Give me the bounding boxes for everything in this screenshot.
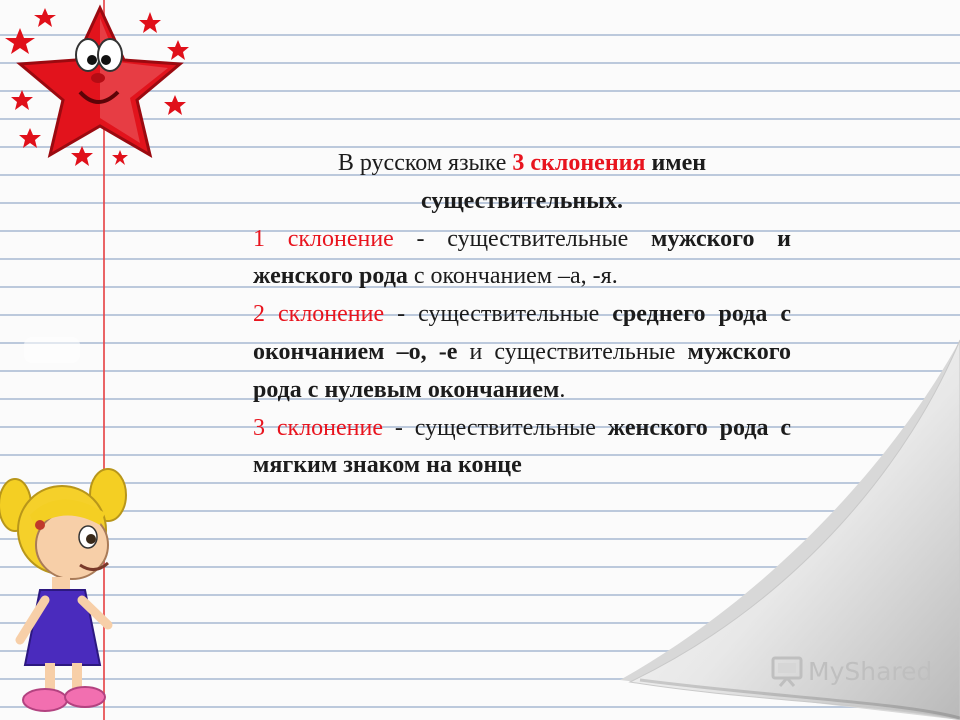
myshared-logo — [770, 654, 932, 688]
intro-text-3: имен существительных. — [421, 150, 707, 214]
declension-3-paragraph — [253, 410, 791, 486]
declension-text-block — [253, 145, 791, 485]
declension-1-ending: с окончанием –а, -я. — [407, 263, 618, 290]
star-mascot-icon — [0, 0, 210, 175]
declension-2-period: . — [559, 376, 566, 403]
declension-3-number: 3 — [253, 414, 277, 441]
myshared-logo-text: MyShared — [808, 656, 933, 686]
declension-2-number: 2 — [253, 301, 279, 328]
declension-2-word: склонение — [278, 301, 385, 328]
declension-2-neuter: среднего рода с окончанием –о, -е — [253, 301, 791, 365]
declension-1-word: склонение — [287, 225, 394, 252]
declension-2-paragraph — [253, 296, 791, 409]
declension-3-word: склонение — [276, 414, 384, 441]
intro-text-1: В русском языке — [337, 150, 513, 176]
intro-paragraph — [253, 145, 791, 221]
projector-logo-icon — [770, 654, 804, 688]
declension-1-gender: мужского и женского рода — [253, 225, 791, 290]
girl-character-icon — [0, 465, 130, 720]
intro-highlight: 3 склонения — [512, 150, 646, 176]
declension-1-text-1: - существительные — [393, 225, 651, 252]
declension-3-feminine: женского рода с мягким знаком на конце — [253, 414, 792, 479]
faint-watermark-mark — [24, 337, 80, 363]
declension-3-text-1: - существительные — [383, 414, 608, 441]
declension-1-paragraph — [253, 221, 791, 297]
declension-2-text-1: - существительные — [384, 301, 613, 328]
declension-2-text-3: и существительные — [457, 338, 688, 365]
declension-2-masculine: мужского рода с нулевым окончанием — [253, 338, 791, 403]
declension-1-number: 1 — [253, 225, 288, 252]
